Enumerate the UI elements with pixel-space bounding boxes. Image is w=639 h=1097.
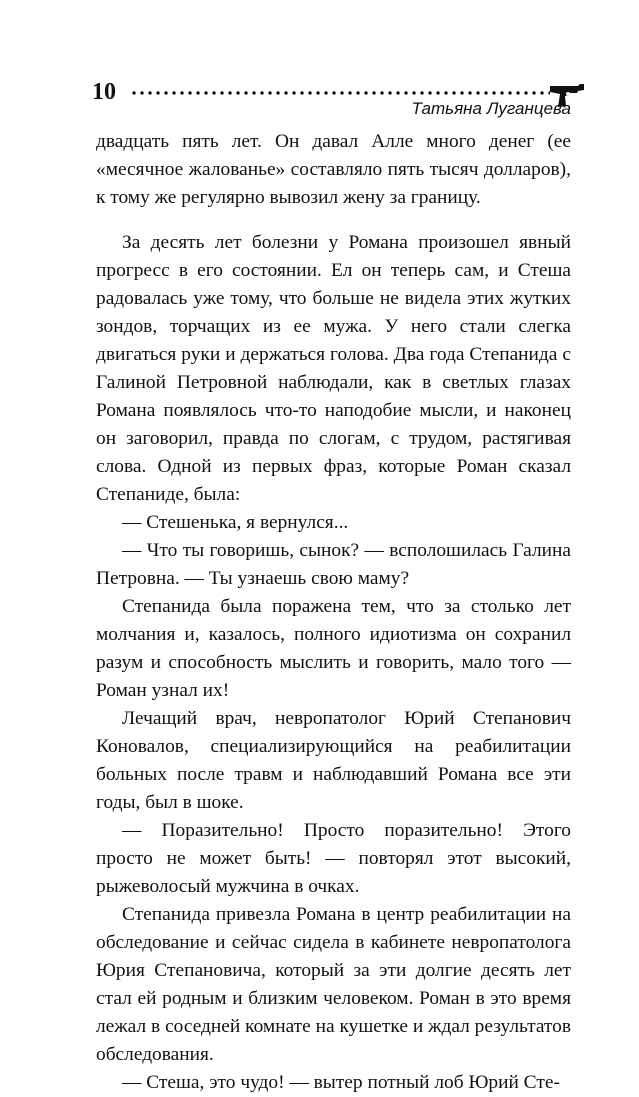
paragraph: Степанида была поражена тем, что за столько лет молчания и, казалось, полного идиотизма он сохранил разум и способность мыслить и говорить, мало того — Роман узнал их! <box>96 596 571 701</box>
dialogue-line: — Стеша, это чудо! — вытер потный лоб Юрий Сте- <box>122 1072 560 1093</box>
text-block-continuation <box>96 128 571 212</box>
text-block-main <box>96 229 571 1097</box>
paragraph: Степанида привезла Романа в центр реабилитации на обследование и сейчас сидела в кабинете невропатолога Юрия Степановича, который за эти долгие десять лет стал ей родным и близким человеком. Роман в это время лежал в соседней комнате на кушетке и ждал результатов обследования. <box>96 904 571 1065</box>
paragraph: За десять лет болезни у Романа произошел явный прогресс в его состоянии. Ел он теперь сам, и Стеша радовалась уже тому, что больше не видела этих жутких зондов, торчащих из ее мужа. У него стали слегка двигаться руки и держаться голова. Два года Степанида с Галиной Петровной наблюдали, как в светлых глазах Романа появлялось что-то наподобие мысли, и наконец он заговорил, правда по слогам, с трудом, растягивая слова. Одной из первых фраз, которые Роман сказал Степаниде, была: <box>96 232 571 505</box>
page-header <box>0 0 639 120</box>
dialogue-line: — Стешенька, я вернулся... <box>122 512 349 533</box>
dotted-rule <box>130 90 550 96</box>
dialogue-line: — Что ты говоришь, сынок? — всполошилась Галина Петровна. — Ты узнаешь свою маму? <box>96 540 571 589</box>
running-title-author: Татьяна Луганцева <box>411 99 571 118</box>
dialogue-line: — Поразительно! Просто поразительно! Этого просто не может быть! — повторял этот высокий, рыжеволосый мужчина в очках. <box>96 820 571 897</box>
page-number: 10 <box>92 79 116 105</box>
paragraph: двадцать пять лет. Он давал Алле много денег (ее «месячное жалованье» составляло пять тысяч долларов), к тому же регулярно вывозил жену за границу. <box>96 131 571 208</box>
paragraph: Лечащий врач, невропатолог Юрий Степанович Коновалов, специализирующийся на реабилитации больных после травм и наблюдавший Романа все эти годы, был в шоке. <box>96 708 571 813</box>
